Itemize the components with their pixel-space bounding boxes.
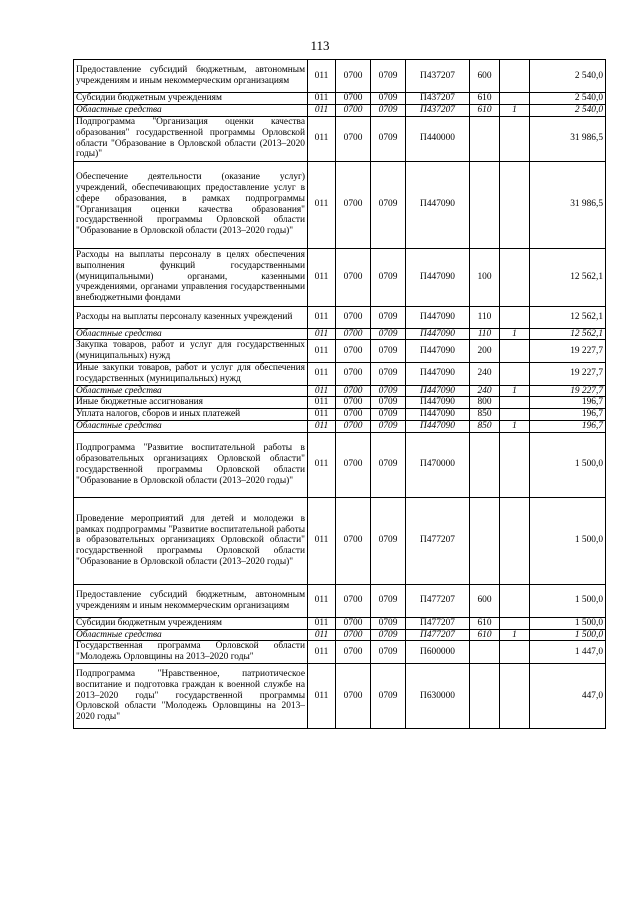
target-article-code: П447090 xyxy=(406,362,470,385)
section-code: 0700 xyxy=(336,641,371,664)
subsection-code: 0709 xyxy=(371,432,406,497)
amount: 1 500,0 xyxy=(530,617,606,629)
amount: 1 447,0 xyxy=(530,641,606,664)
row-description: Уплата налогов, сборов и иных платежей xyxy=(74,409,308,421)
amount: 1 500,0 xyxy=(530,584,606,617)
table-row xyxy=(74,340,606,363)
expense-type-code: 240 xyxy=(470,362,500,385)
subsection-code: 0709 xyxy=(371,641,406,664)
amount: 12 562,1 xyxy=(530,306,606,328)
subsection-code: 0709 xyxy=(371,663,406,728)
table-row xyxy=(74,497,606,584)
subsection-code: 0709 xyxy=(371,93,406,105)
subsection-code: 0709 xyxy=(371,340,406,363)
ministry-code: 011 xyxy=(308,306,336,328)
expense-type-code: 600 xyxy=(470,60,500,93)
row-description: Подпрограмма "Нравственное, патриотическое воспитание и подготовка граждан к военной службе на 2013–2020 годы" государственной программы Орловской области "Молодежь Орловщины на 2013–2020 годы" xyxy=(74,663,308,728)
expense-type-code xyxy=(470,497,500,584)
amount: 2 540,0 xyxy=(530,60,606,93)
ministry-code: 011 xyxy=(308,497,336,584)
subsection-code: 0709 xyxy=(371,60,406,93)
funding-source-code xyxy=(500,340,530,363)
ministry-code: 011 xyxy=(308,617,336,629)
amount: 1 500,0 xyxy=(530,432,606,497)
table-row xyxy=(74,663,606,728)
row-description: Государственная программа Орловской области "Молодежь Орловщины на 2013–2020 годы" xyxy=(74,641,308,664)
expense-type-code xyxy=(470,161,500,248)
row-description: Закупка товаров, работ и услуг для государственных (муниципальных) нужд xyxy=(74,340,308,363)
amount: 1 500,0 xyxy=(530,497,606,584)
table-row xyxy=(74,629,606,641)
funding-source-code xyxy=(500,397,530,409)
section-code: 0700 xyxy=(336,104,371,116)
funding-source-code xyxy=(500,306,530,328)
expense-type-code: 200 xyxy=(470,340,500,363)
table-row xyxy=(74,161,606,248)
section-code: 0700 xyxy=(336,584,371,617)
amount: 31 986,5 xyxy=(530,116,606,161)
funding-source-code xyxy=(500,93,530,105)
expense-type-code: 610 xyxy=(470,617,500,629)
ministry-code: 011 xyxy=(308,420,336,432)
row-description: Субсидии бюджетным учреждениям xyxy=(74,93,308,105)
subsection-code: 0709 xyxy=(371,362,406,385)
funding-source-code xyxy=(500,617,530,629)
expense-type-code: 100 xyxy=(470,248,500,306)
target-article-code: П470000 xyxy=(406,432,470,497)
table-row xyxy=(74,385,606,397)
subsection-code: 0709 xyxy=(371,397,406,409)
ministry-code: 011 xyxy=(308,93,336,105)
ministry-code: 011 xyxy=(308,328,336,340)
expense-type-code xyxy=(470,663,500,728)
section-code: 0700 xyxy=(336,409,371,421)
table-row xyxy=(74,584,606,617)
section-code: 0700 xyxy=(336,340,371,363)
funding-source-code xyxy=(500,248,530,306)
amount: 196,7 xyxy=(530,409,606,421)
target-article-code: П447090 xyxy=(406,248,470,306)
amount: 12 562,1 xyxy=(530,248,606,306)
table-row xyxy=(74,116,606,161)
ministry-code: 011 xyxy=(308,340,336,363)
ministry-code: 011 xyxy=(308,362,336,385)
row-description: Областные средства xyxy=(74,420,308,432)
target-article-code: П447090 xyxy=(406,409,470,421)
expense-type-code: 610 xyxy=(470,93,500,105)
amount: 12 562,1 xyxy=(530,328,606,340)
target-article-code: П477207 xyxy=(406,584,470,617)
target-article-code: П630000 xyxy=(406,663,470,728)
table-row xyxy=(74,93,606,105)
expense-type-code: 110 xyxy=(470,306,500,328)
funding-source-code: 1 xyxy=(500,328,530,340)
section-code: 0700 xyxy=(336,60,371,93)
target-article-code: П447090 xyxy=(406,328,470,340)
subsection-code: 0709 xyxy=(371,584,406,617)
ministry-code: 011 xyxy=(308,663,336,728)
section-code: 0700 xyxy=(336,306,371,328)
section-code: 0700 xyxy=(336,497,371,584)
funding-source-code xyxy=(500,362,530,385)
row-description: Обеспечение деятельности (оказание услуг) учреждений, обеспечивающих предоставление услуг в сфере образования, в рамках подпрограммы "Организация оценки качества образования" государственной программы Орловской области "Образование в Орловской области (2013–2020 годы)" xyxy=(74,161,308,248)
section-code: 0700 xyxy=(336,93,371,105)
table-row xyxy=(74,641,606,664)
target-article-code: П447090 xyxy=(406,340,470,363)
expense-type-code: 610 xyxy=(470,629,500,641)
expense-type-code xyxy=(470,116,500,161)
section-code: 0700 xyxy=(336,161,371,248)
ministry-code: 011 xyxy=(308,248,336,306)
expense-type-code: 110 xyxy=(470,328,500,340)
subsection-code: 0709 xyxy=(371,161,406,248)
row-description: Иные бюджетные ассигнования xyxy=(74,397,308,409)
table-row xyxy=(74,397,606,409)
row-description: Областные средства xyxy=(74,328,308,340)
ministry-code: 011 xyxy=(308,385,336,397)
row-description: Областные средства xyxy=(74,104,308,116)
funding-source-code: 1 xyxy=(500,420,530,432)
ministry-code: 011 xyxy=(308,641,336,664)
table-row xyxy=(74,362,606,385)
funding-source-code xyxy=(500,584,530,617)
subsection-code: 0709 xyxy=(371,104,406,116)
table-row xyxy=(74,248,606,306)
subsection-code: 0709 xyxy=(371,116,406,161)
expense-type-code xyxy=(470,641,500,664)
funding-source-code xyxy=(500,60,530,93)
target-article-code: П477207 xyxy=(406,617,470,629)
amount: 19 227,7 xyxy=(530,340,606,363)
row-description: Расходы на выплаты персоналу в целях обеспечения выполнения функций государственными (муниципальными) органами, казенными учреждениями, органами управления государственными внебюджетными фондами xyxy=(74,248,308,306)
subsection-code: 0709 xyxy=(371,629,406,641)
row-description: Предоставление субсидий бюджетным, автономным учреждениям и иным некоммерческим организациям xyxy=(74,584,308,617)
amount: 196,7 xyxy=(530,397,606,409)
expense-type-code: 800 xyxy=(470,397,500,409)
row-description: Субсидии бюджетным учреждениям xyxy=(74,617,308,629)
expense-type-code: 850 xyxy=(470,420,500,432)
ministry-code: 011 xyxy=(308,432,336,497)
target-article-code: П477207 xyxy=(406,497,470,584)
subsection-code: 0709 xyxy=(371,497,406,584)
row-description: Иные закупки товаров, работ и услуг для обеспечения государственных (муниципальных) нужд xyxy=(74,362,308,385)
ministry-code: 011 xyxy=(308,409,336,421)
section-code: 0700 xyxy=(336,663,371,728)
funding-source-code xyxy=(500,116,530,161)
ministry-code: 011 xyxy=(308,116,336,161)
funding-source-code xyxy=(500,409,530,421)
row-description: Областные средства xyxy=(74,385,308,397)
funding-source-code xyxy=(500,641,530,664)
funding-source-code: 1 xyxy=(500,629,530,641)
funding-source-code xyxy=(500,663,530,728)
section-code: 0700 xyxy=(336,248,371,306)
page-number: 113 xyxy=(310,38,330,53)
section-code: 0700 xyxy=(336,362,371,385)
row-description: Предоставление субсидий бюджетным, автономным учреждениям и иным некоммерческим организациям xyxy=(74,60,308,93)
table-row xyxy=(74,420,606,432)
target-article-code: П447090 xyxy=(406,306,470,328)
expense-type-code: 600 xyxy=(470,584,500,617)
ministry-code: 011 xyxy=(308,629,336,641)
funding-source-code xyxy=(500,161,530,248)
row-description: Расходы на выплаты персоналу казенных учреждений xyxy=(74,306,308,328)
row-description: Подпрограмма "Развитие воспитательной работы в образовательных организациях Орловской области" государственной программы Орловской области "Образование в Орловской области (2013–2020 годы)" xyxy=(74,432,308,497)
subsection-code: 0709 xyxy=(371,328,406,340)
funding-source-code: 1 xyxy=(500,104,530,116)
funding-source-code xyxy=(500,497,530,584)
ministry-code: 011 xyxy=(308,60,336,93)
section-code: 0700 xyxy=(336,617,371,629)
subsection-code: 0709 xyxy=(371,409,406,421)
amount: 447,0 xyxy=(530,663,606,728)
subsection-code: 0709 xyxy=(371,306,406,328)
target-article-code: П447090 xyxy=(406,385,470,397)
budget-table xyxy=(73,59,606,729)
funding-source-code xyxy=(500,432,530,497)
target-article-code: П440000 xyxy=(406,116,470,161)
table-row xyxy=(74,328,606,340)
subsection-code: 0709 xyxy=(371,420,406,432)
table-row xyxy=(74,306,606,328)
row-description: Проведение мероприятий для детей и молодежи в рамках подпрограммы "Развитие воспитательной работы в образовательных организациях Орловской области" государственной программы Орловской области "Образование в Орловской области (2013–2020 годы)" xyxy=(74,497,308,584)
amount: 196,7 xyxy=(530,420,606,432)
subsection-code: 0709 xyxy=(371,385,406,397)
section-code: 0700 xyxy=(336,116,371,161)
amount: 2 540,0 xyxy=(530,104,606,116)
expense-type-code: 240 xyxy=(470,385,500,397)
amount: 31 986,5 xyxy=(530,161,606,248)
ministry-code: 011 xyxy=(308,161,336,248)
amount: 19 227,7 xyxy=(530,362,606,385)
amount: 2 540,0 xyxy=(530,93,606,105)
table-row xyxy=(74,617,606,629)
section-code: 0700 xyxy=(336,629,371,641)
section-code: 0700 xyxy=(336,385,371,397)
target-article-code: П437207 xyxy=(406,60,470,93)
funding-source-code: 1 xyxy=(500,385,530,397)
subsection-code: 0709 xyxy=(371,248,406,306)
target-article-code: П447090 xyxy=(406,397,470,409)
row-description: Подпрограмма "Организация оценки качества образования" государственной программы Орловской области "Образование в Орловской области (2013–2020 годы)" xyxy=(74,116,308,161)
target-article-code: П447090 xyxy=(406,161,470,248)
target-article-code: П437207 xyxy=(406,104,470,116)
expense-type-code: 850 xyxy=(470,409,500,421)
section-code: 0700 xyxy=(336,328,371,340)
section-code: 0700 xyxy=(336,432,371,497)
ministry-code: 011 xyxy=(308,397,336,409)
target-article-code: П437207 xyxy=(406,93,470,105)
row-description: Областные средства xyxy=(74,629,308,641)
section-code: 0700 xyxy=(336,397,371,409)
amount: 1 500,0 xyxy=(530,629,606,641)
expense-type-code: 610 xyxy=(470,104,500,116)
table-row xyxy=(74,409,606,421)
ministry-code: 011 xyxy=(308,104,336,116)
expense-type-code xyxy=(470,432,500,497)
target-article-code: П447090 xyxy=(406,420,470,432)
table-row xyxy=(74,60,606,93)
amount: 19 227,7 xyxy=(530,385,606,397)
table-row xyxy=(74,432,606,497)
subsection-code: 0709 xyxy=(371,617,406,629)
ministry-code: 011 xyxy=(308,584,336,617)
target-article-code: П600000 xyxy=(406,641,470,664)
target-article-code: П477207 xyxy=(406,629,470,641)
section-code: 0700 xyxy=(336,420,371,432)
table-row xyxy=(74,104,606,116)
